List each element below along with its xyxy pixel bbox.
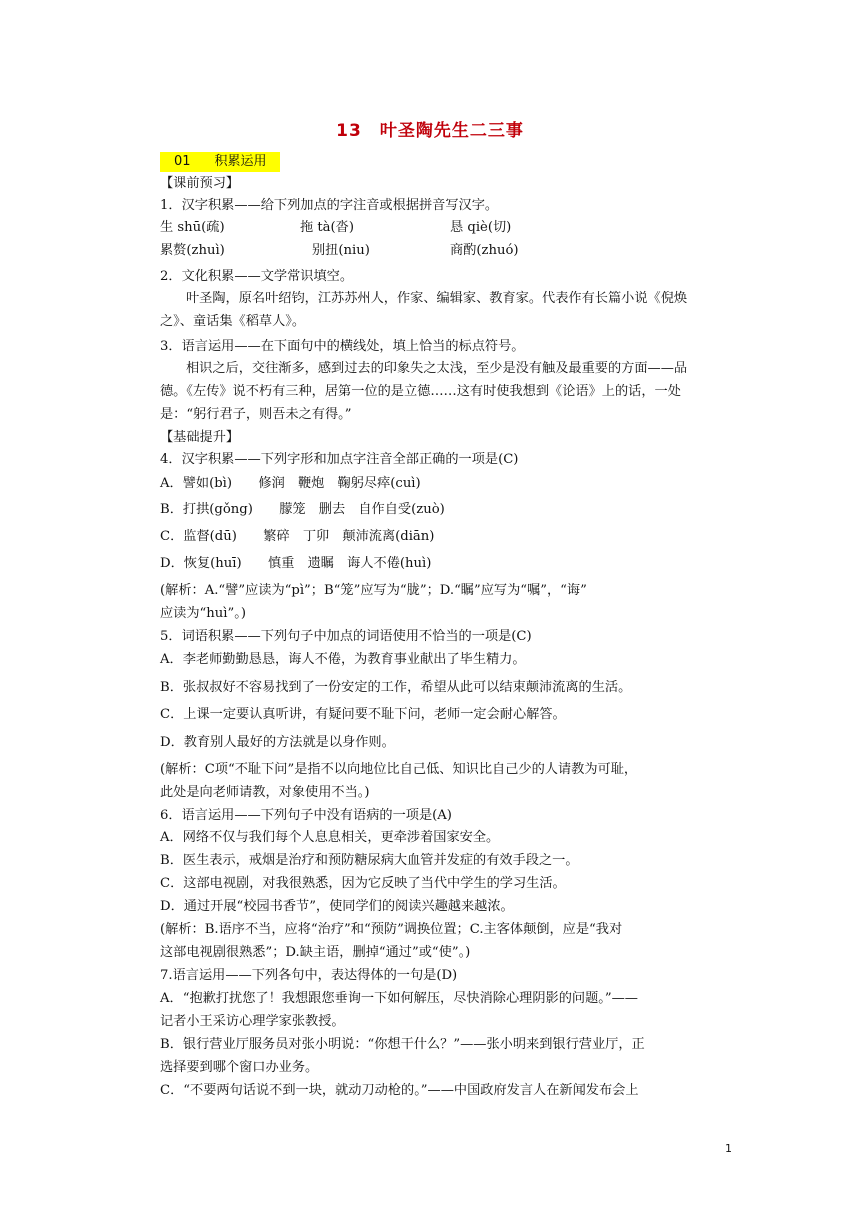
q3-stem: 3．语言运用——在下面句中的横线处，填上恰当的标点符号。 <box>160 339 525 354</box>
q2-stem: 2．文化积累——文学常识填空。 <box>160 269 354 284</box>
q4-option: B．打拱(gǒng) 朦笼 删去 自作自受(zuò) <box>160 502 445 517</box>
q5-option: D．教育别人最好的方法就是以身作则。 <box>160 735 395 750</box>
q5-option: B．张叔叔好不容易找到了一份安定的工作，希望从此可以结束颠沛流离的生活。 <box>160 680 632 695</box>
q1-item: 别扭(niu) <box>312 243 370 258</box>
section-name: 积累运用 <box>214 154 267 169</box>
page-number: 1 <box>725 1142 732 1155</box>
q6-explanation: (解析：B.语序不当，应将“治疗”和“预防”调换位置；C.主客体颠倒，应是“我对 <box>160 922 623 937</box>
q1-item: 商酌(zhuó) <box>450 243 519 258</box>
q6-explanation: 这部电视剧很熟悉”；D.缺主语，删掉“通过”或“使”。) <box>160 945 471 960</box>
q7-option: B．银行营业厅服务员对张小明说：“你想干什么？”——张小明来到银行营业厅，正 <box>160 1037 645 1052</box>
q7-option: C．“不要两句话说不到一块，就动刀动枪的。”——中国政府发言人在新闻发布会上 <box>160 1083 639 1098</box>
q1-item: 生 shū(疏) <box>160 220 225 235</box>
q4-option: D．恢复(huī) 慎重 遗瞩 诲人不倦(huì) <box>160 556 432 571</box>
q7-option-cont: 选择要到哪个窗口办业务。 <box>160 1060 319 1075</box>
q5-explanation: (解析：C项“不耻下问”是指不以向地位比自己低、知识比自己少的人请教为可耻， <box>160 762 638 777</box>
q2-line: 叶圣陶，原名叶绍钧，江苏苏州人，作家、编辑家、教育家。代表作有长篇小说《倪焕 <box>186 291 688 306</box>
q7-option-cont: 记者小王采访心理学家张教授。 <box>160 1014 345 1029</box>
page-title: 13 叶圣陶先生二三事 <box>336 121 524 141</box>
q1-stem: 1．汉字积累——给下列加点的字注音或根据拼音写汉字。 <box>160 198 499 213</box>
q7-option: A．“抱歉打扰您了！我想跟您垂询一下如何解压，尽快消除心理阴影的问题。”—— <box>160 991 638 1006</box>
q3-line: 相识之后，交往渐多，感到过去的印象失之太浅，至少是没有触及最重要的方面——品 <box>186 361 688 376</box>
q2-line: 之》、童话集《稻草人》。 <box>160 314 306 329</box>
q4-stem: 4．汉字积累——下列字形和加点字注音全部正确的一项是(C) <box>160 452 519 467</box>
q5-stem: 5．词语积累——下列句子中加点的词语使用不恰当的一项是(C) <box>160 629 532 644</box>
q6-option: D．通过开展“校园书香节”，使同学们的阅读兴趣越来越浓。 <box>160 899 514 914</box>
q5-option: C．上课一定要认真听讲，有疑问要不耻下问，老师一定会耐心解答。 <box>160 707 566 722</box>
q4-explanation: (解析：A.“譬”应读为“pì”；B“笼”应写为“胧”；D.“瞩”应写为“嘱”，“诲” <box>160 583 587 598</box>
q6-option: A．网络不仅与我们每个人息息相关，更牵涉着国家安全。 <box>160 830 500 845</box>
preview-heading: 【课前预习】 <box>160 176 240 191</box>
section-tag <box>160 152 280 172</box>
basic-heading: 【基础提升】 <box>160 430 240 445</box>
q1-item: 拖 tà(沓) <box>300 220 355 235</box>
q4-explanation: 应读为“huì”。) <box>160 606 246 621</box>
q3-line: 德。《左传》说不朽有三种，居第一位的是立德……这有时使我想到《论语》上的话，一处 <box>160 384 681 399</box>
q4-option: C．监督(dū) 繁碎 丁卯 颠沛流离(diān) <box>160 529 435 544</box>
q4-option: A．譬如(bì) 修润 鞭炮 鞠躬尽瘁(cuì) <box>160 476 421 491</box>
q1-item: 恳 qiè(切) <box>450 220 512 235</box>
q6-option: B．医生表示，戒烟是治疗和预防糖尿病大血管并发症的有效手段之一。 <box>160 853 579 868</box>
q3-line: 是：“躬行君子，则吾未之有得。” <box>160 407 352 422</box>
q7-stem: 7.语言运用——下列各句中，表达得体的一句是(D) <box>160 968 458 983</box>
q5-option: A．李老师勤勤恳恳，诲人不倦，为教育事业献出了毕生精力。 <box>160 652 526 667</box>
q6-stem: 6．语言运用——下列句子中没有语病的一项是(A) <box>160 808 452 823</box>
q6-option: C．这部电视剧，对我很熟悉，因为它反映了当代中学生的学习生活。 <box>160 876 566 891</box>
q5-explanation: 此处是向老师请教，对象使用不当。) <box>160 785 370 800</box>
q1-item: 累赘(zhuì) <box>160 243 225 258</box>
section-number: 01 <box>174 154 191 169</box>
